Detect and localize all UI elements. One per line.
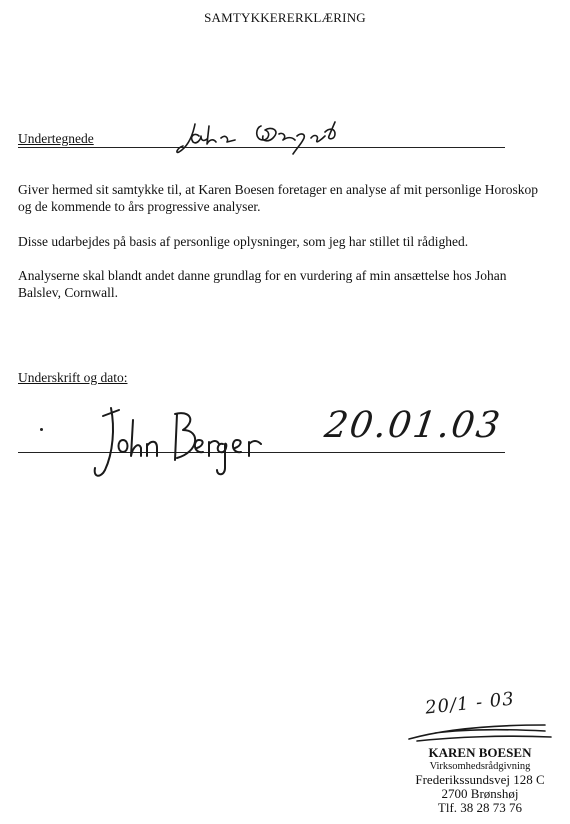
stamp-address-street: Frederikssundsvej 128 C	[415, 772, 545, 787]
signature-date: 20.01.03	[322, 405, 505, 446]
undertegnede-label: Undertegnede	[18, 131, 94, 146]
document-title: SAMTYKKERERKLÆRING	[204, 10, 366, 25]
basis-paragraph: Disse udarbejdes på basis af personlige oplysninger, som jeg har stillet til rådighed.	[18, 234, 469, 249]
company-stamp	[405, 688, 555, 818]
stamp-address-city: 2700 Brønshøj	[441, 786, 519, 801]
stamp-signature-scribble	[405, 719, 555, 743]
signature-name-text	[300, 418, 301, 419]
purpose-paragraph: Analyserne skal blandt andet danne grundlag for en vurdering af min ansættelse hos Johan Balslev, Cornwall.	[18, 268, 507, 300]
stamp-company-name: KAREN BOESEN	[428, 745, 532, 760]
ink-dot	[40, 428, 43, 431]
signature-label: Underskrift og dato:	[18, 370, 128, 385]
stamp-subtitle: Virksomhedsrådgivning	[429, 761, 531, 772]
stamp-handwritten-date: 20/1 - 03	[424, 688, 516, 719]
handwritten-signature	[85, 398, 285, 488]
consent-paragraph: Giver hermed sit samtykke til, at Karen Boesen foretager en analyse af mit personlige Horoskop og de kommende to års progressive analyser.	[18, 182, 538, 214]
undertegnede-signature	[165, 112, 365, 162]
stamp-phone: Tlf. 38 28 73 76	[437, 800, 523, 815]
